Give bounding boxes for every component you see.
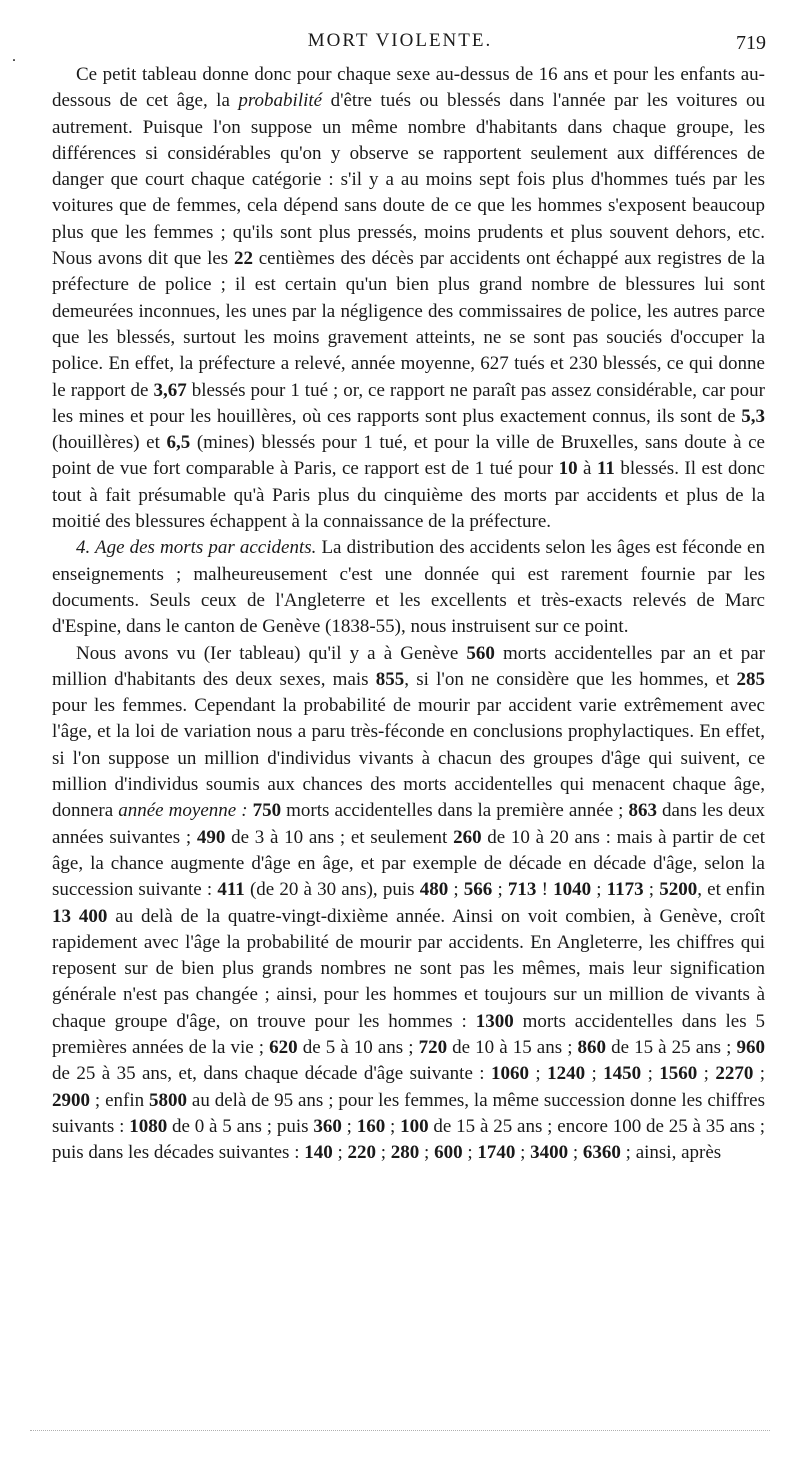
text-run: de 15 à 25 ans ; encore 100 de 25 à 35 ans ; puis dans les décades suivantes : xyxy=(52,1115,766,1164)
bold-figure: 280 xyxy=(390,1142,420,1164)
text-run: ; xyxy=(419,1142,435,1164)
body-text xyxy=(52,62,765,1166)
text-run: centièmes des décès par accidents ont échappé aux registres de la préfecture de police ; il est certain qu'un bien plus grand nombre de blessures lui sont demeurées inconnues, les unes par la négligence des commissaires de police, les autres parce que les blessés, surtout les moins gravement atteints, ne se sont pas souciés d'occuper la police. En effet, la préfecture a relevé, année moyenne, 627 tués et 230 blessés, ce qui donne le rapport de xyxy=(52,248,765,401)
text-run: ; xyxy=(492,879,508,901)
text-run: au delà de la quatre-vingt-dixième année. Ainsi on voit combien, à Genève, croît rapidement avec l'âge la probabilité de mourir par accidents. En Angleterre, les chiffres qui reposent sur de bien plus grands nombres ne sont pas les mêmes, mais leur signification générale n'est pas changée ; ainsi, pour les hommes et toujours sur un million de vivants à chaque groupe d'âge, on trouve pour les hommes : xyxy=(52,905,765,1032)
text-run: de 5 à 10 ans ; xyxy=(297,1036,419,1058)
text-run: (de 20 à 30 ans), puis xyxy=(244,879,420,901)
bold-figure: 160 xyxy=(356,1115,386,1137)
text-run: ; xyxy=(385,1115,401,1137)
text-run: ; xyxy=(643,879,660,901)
bold-figure: 860 xyxy=(577,1036,607,1058)
bold-figure: 285 xyxy=(736,668,765,690)
bold-figure: 411 xyxy=(217,879,245,901)
italic-phrase: 4. Age des morts par accidents. xyxy=(76,537,317,559)
text-run: à xyxy=(577,458,597,480)
text-run: au delà de 95 ans ; pour les femmes, la même succession donne les chiffres suivants : xyxy=(52,1089,765,1137)
text-run: pour les femmes. Cependant la probabilité de mourir par accident varie extrêmement avec l'âge, et la loi de variation nous a paru très-féconde en conclusions prophylactiques. En effet, si l'on suppose un million d'individus vivants à chacun des groupes d'âge qui suivent, ce million d'individus soumis aux chances des morts accidentelles qui menacent chaque âge, donnera xyxy=(52,695,765,822)
margin-mark: . xyxy=(12,48,16,65)
bold-figure: 22 xyxy=(233,248,253,270)
text-run: ; xyxy=(753,1063,766,1085)
text-run: ; xyxy=(585,1063,604,1085)
text-run: ; xyxy=(462,1142,478,1164)
running-head: MORT VIOLENTE. xyxy=(307,30,493,51)
paragraph-3 xyxy=(52,641,765,1167)
bold-figure: 600 xyxy=(434,1142,463,1164)
text-run: ; xyxy=(641,1063,660,1085)
bold-figure: 566 xyxy=(463,879,493,901)
text-run: de 15 à 25 ans ; xyxy=(606,1036,737,1058)
bold-figure: 560 xyxy=(466,642,495,664)
text-run: (mines) blessés pour 1 tué, et pour la ville de Bruxelles, sans doute à ce point de vue fort comparable à Paris, ce rapport est de 1 tué pour xyxy=(52,432,765,480)
bold-figure: 3400 xyxy=(530,1142,569,1164)
bold-figure: 5,3 xyxy=(741,405,765,427)
text-run: (houillères) et xyxy=(52,432,167,454)
text-run: morts accidentelles dans la première année ; xyxy=(281,800,629,822)
text-run: ; xyxy=(591,879,607,901)
text-run: blessés pour 1 tué ; or, ce rapport ne paraît pas assez considérable, car pour les mines et pour les houillères, où ces rapports sont plus exactement connus, ils sont de xyxy=(52,379,766,427)
bold-figure: 1300 xyxy=(475,1010,514,1032)
text-run: ; xyxy=(376,1142,391,1164)
text-run: ! xyxy=(536,879,554,901)
bold-figure: 620 xyxy=(269,1036,298,1058)
text-run: ; xyxy=(341,1115,357,1137)
text-run: dans les deux années suivantes ; xyxy=(52,800,766,848)
text-run: ; xyxy=(528,1063,548,1085)
text-run: de 10 à 20 ans : mais à partir de cet âge, la chance augmente d'âge en âge, et par exemple de décade en décade d'âge, selon la succession suivante : xyxy=(52,826,766,901)
bold-figure: 360 xyxy=(313,1115,342,1137)
text-run: de 10 à 15 ans ; xyxy=(447,1036,578,1058)
text-run: , et enfin xyxy=(697,879,766,901)
bold-figure: 6,5 xyxy=(166,432,191,454)
bold-figure: 100 xyxy=(400,1115,429,1137)
bold-figure: 2900 xyxy=(52,1089,90,1111)
bold-figure: 1450 xyxy=(603,1063,642,1085)
bold-figure: 490 xyxy=(196,826,226,848)
paragraph-1 xyxy=(52,62,765,535)
bold-figure: 1040 xyxy=(553,879,592,901)
text-run: ; xyxy=(448,879,464,901)
text-run: ; enfin xyxy=(90,1089,150,1111)
bold-figure: 1560 xyxy=(659,1063,698,1085)
text-run: Nous avons vu (Ier tableau) qu'il y a à Genève xyxy=(76,642,467,664)
text-run: blessés. Il est donc tout à fait présumable qu'à Paris plus du cinquième des morts par accidents et plus de la moitié des blessures échappent à la connaissance de la préfecture. xyxy=(52,458,765,533)
text-run: , si l'on ne considère que les hommes, et xyxy=(404,668,737,690)
bold-figure: 1173 xyxy=(606,879,644,901)
bold-figure: 3,67 xyxy=(153,379,187,401)
bold-figure: 863 xyxy=(628,800,657,822)
text-run: Ce petit tableau donne donc pour chaque sexe au-dessus de 16 ans et pour les enfants au-dessous de cet âge, la xyxy=(52,64,765,112)
text-run: ; xyxy=(568,1142,583,1164)
bold-figure: 10 xyxy=(558,458,578,480)
italic-phrase: année moyenne : xyxy=(118,800,248,822)
bold-figure: 1080 xyxy=(129,1115,168,1137)
text-run: La distribution des accidents selon les âges est féconde en enseignements ; malheureusement c'est une donnée qui est rarement fournie par les documents. Seuls ceux de l'Angleterre et les excellents et très-exacts relevés de Marc d'Espine, dans le canton de Genève (1838-55), nous instruisent sur ce point. xyxy=(52,537,765,638)
bold-figure: 140 xyxy=(304,1142,333,1164)
bold-figure: 6360 xyxy=(582,1142,621,1164)
text-run: de 25 à 35 ans, et, dans chaque décade d'âge suivante : xyxy=(52,1063,491,1085)
text-run: ; xyxy=(515,1142,531,1164)
text-run: ; xyxy=(332,1142,348,1164)
bold-figure: 5200 xyxy=(659,879,698,901)
bold-figure: 260 xyxy=(453,826,482,848)
footer-rule xyxy=(30,1430,770,1431)
page-number: 719 xyxy=(736,32,766,54)
bold-figure: 855 xyxy=(375,668,405,690)
bold-figure: 960 xyxy=(736,1036,765,1058)
text-run: de 3 à 10 ans ; et seulement xyxy=(225,826,454,848)
bold-figure: 13 400 xyxy=(52,905,108,927)
page-header xyxy=(0,30,800,56)
bold-figure: 713 xyxy=(507,879,537,901)
bold-figure: 750 xyxy=(252,800,282,822)
bold-figure: 1740 xyxy=(477,1142,516,1164)
text-run: morts accidentelles par an et par million d'habitants des deux sexes, mais xyxy=(52,642,765,690)
bold-figure: 5800 xyxy=(149,1089,188,1111)
text-run: ; ainsi, après xyxy=(620,1142,722,1164)
text-run: d'être tués ou blessés dans l'année par les voitures ou autrement. Puisque l'on suppose un même nombre d'habitants dans chaque groupe, les différences si considérables qu'on y observe se rapportent seulement aux différences de danger que court chaque catégorie : s'il y a au moins sept fois plus d'hommes tués par les voitures que de femmes, cela dépend sans doute de ce que les hommes s'exposent beaucoup plus que les femmes ; qu'ils sont plus pressés, moins prudents et plus souvent dehors, etc. Nous avons dit que les xyxy=(52,90,765,270)
bold-figure: 11 xyxy=(596,458,615,480)
bold-figure: 1240 xyxy=(547,1063,586,1085)
bold-figure: 720 xyxy=(418,1036,448,1058)
paragraph-2 xyxy=(52,535,765,640)
text-run: morts accidentelles dans les 5 premières années de la vie ; xyxy=(52,1010,765,1058)
bold-figure: 480 xyxy=(419,879,449,901)
text-run: ; xyxy=(697,1063,716,1085)
text-run: de 0 à 5 ans ; puis xyxy=(167,1115,314,1137)
bold-figure: 220 xyxy=(347,1142,377,1164)
bold-figure: 2270 xyxy=(715,1063,754,1085)
bold-figure: 1060 xyxy=(490,1063,529,1085)
italic-phrase: probabilité xyxy=(238,90,323,112)
